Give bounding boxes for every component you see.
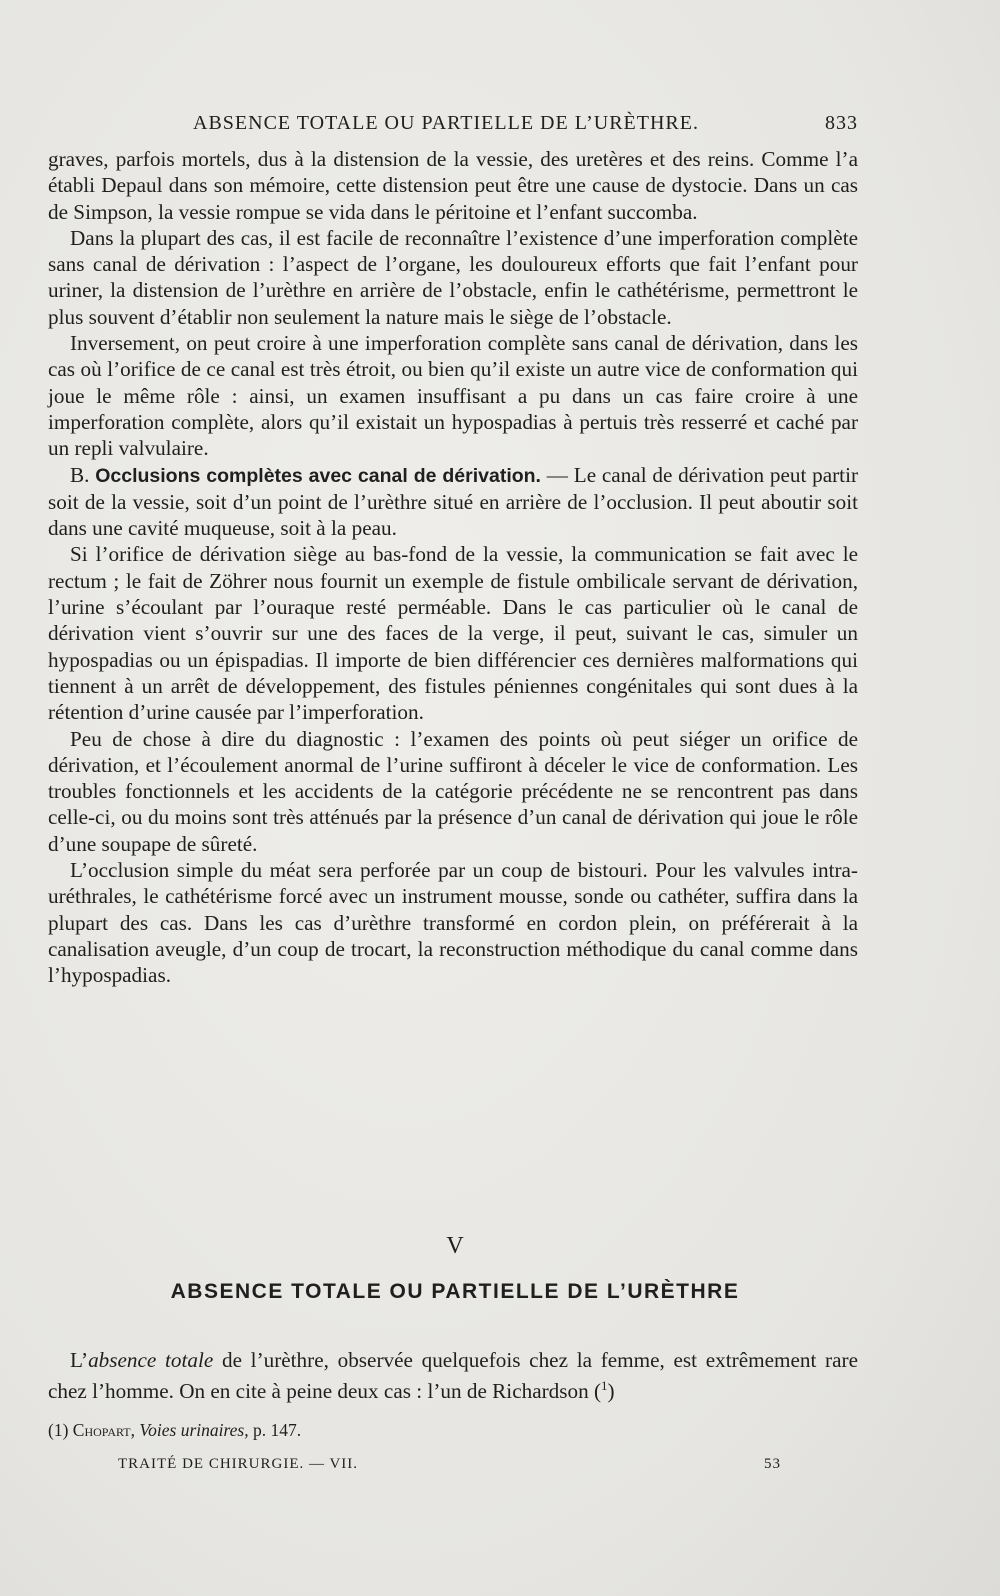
footnote-page: p. 147.	[252, 1420, 302, 1440]
paragraph-2: Dans la plupart des cas, il est facile de reconnaître l’existence d’une imperforation complète sans canal de dérivation : l’aspect de l’organe, les douloureux efforts que fait l’enfant pour uriner, la distension de l’urèthre en arrière de l’obstacle, enfin le cathétérisme, permettront le plus souvent d’établir non seulement la nature mais le siège de l’obstacle.	[48, 225, 858, 329]
section-b-heading: Occlusions complètes avec canal de dérivation.	[95, 464, 541, 487]
section-title: ABSENCE TOTALE OU PARTIELLE DE L’URÈTHRE	[170, 1280, 740, 1303]
footnote	[48, 1420, 858, 1441]
footer-title: TRAITÉ DE CHIRURGIE. — VII.	[118, 1456, 359, 1472]
section-v-text-end: )	[607, 1379, 615, 1404]
paragraph-5: Peu de chose à dire du diagnostic : l’examen des points où peut siéger un orifice de dérivation, et l’écoulement anormal de l’urine suffiront à déceler le vice de conformation. Les troubles fonctionnels et les accidents de la catégorie précédente ne se rencontrent pas dans celle-ci, ou du moins sont très atténués par la présence d’un canal de dérivation qui joue le rôle d’une soupape de sûreté.	[48, 726, 858, 856]
section-v-lead-italic: absence totale	[88, 1348, 214, 1372]
section-v-text: de l’urèthre, observée quelquefois chez la femme, est extrêmement rare chez l’homme. On en cite à peine deux cas : l’un de Richardson (	[48, 1348, 858, 1404]
paragraph-section-b	[48, 462, 858, 542]
paragraph-4: Si l’orifice de dérivation siège au bas-fond de la vessie, la communication se fait avec le rectum ; le fait de Zöhrer nous fournit un exemple de fistule ombilicale servant de dérivation, l’urine s’écoulant par l’ouraque resté perméable. Dans le cas particulier où le canal de dérivation vient s’ouvrir sur une des faces de la verge, il peut, suivant le cas, simuler un hypospadias ou un épispadias. Il importe de bien différencier ces dernières malformations qui tiennent à un arrêt de développement, des fistules péniennes congénitales qui sont dues à la rétention d’urine causée par l’imperforation.	[48, 542, 858, 725]
footnote-author: Chopart,	[72, 1420, 136, 1440]
page-number: 833	[825, 112, 858, 134]
section-body	[48, 1347, 858, 1405]
section-v-lead: L’	[70, 1348, 89, 1372]
section-b-label: B.	[70, 462, 90, 487]
section-b-text: — Le canal de dérivation peut partir soit de la vessie, soit d’un point de l’urèthre situé en arrière de l’occlusion. Il peut aboutir soit dans une cavité muqueuse, soit à la peau.	[48, 462, 859, 541]
signature-number: 53	[764, 1456, 781, 1472]
paragraph-6: L’occlusion simple du méat sera perforée par un coup de bistouri. Pour les valvules intra-uréthrales, le cathétérisme forcé avec un instrument mousse, sonde ou cathéter, suffira dans la plupart des cas. Dans les cas d’urèthre transformé en cordon plein, on préférerait à la canalisation aveugle, d’un coup de trocart, la reconstruction méthodique du canal comme dans l’hypospadias.	[48, 858, 858, 988]
paragraph-3: Inversement, on peut croire à une imperforation complète sans canal de dérivation, dans les cas où l’orifice de ce canal est très étroit, ou bien qu’il existe un autre vice de conformation qui joue le même rôle : ainsi, un examen insuffisant a pu dans un cas faire croire à une imperforation complète, alors qu’il existait un hypospadias à pertuis très resserré et caché par un repli valvulaire.	[48, 331, 858, 461]
section-v-paragraph	[48, 1347, 858, 1405]
footnote-ref: 1	[601, 1378, 608, 1394]
body-text	[48, 146, 858, 989]
section-numeral: V	[446, 1233, 464, 1259]
footnote-marker: (1)	[48, 1420, 69, 1440]
paragraph-1: graves, parfois mortels, dus à la distension de la vessie, des uretères et des reins. Comme l’a établi Depaul dans son mémoire, cette distension peut être une cause de dystocie. Dans un cas de Simpson, la vessie rompue se vida dans le péritoine et l’enfant succomba.	[48, 147, 858, 224]
running-head-title: ABSENCE TOTALE OU PARTIELLE DE L’URÈTHRE.	[193, 112, 699, 134]
footnote-work: Voies urinaires,	[139, 1420, 249, 1440]
